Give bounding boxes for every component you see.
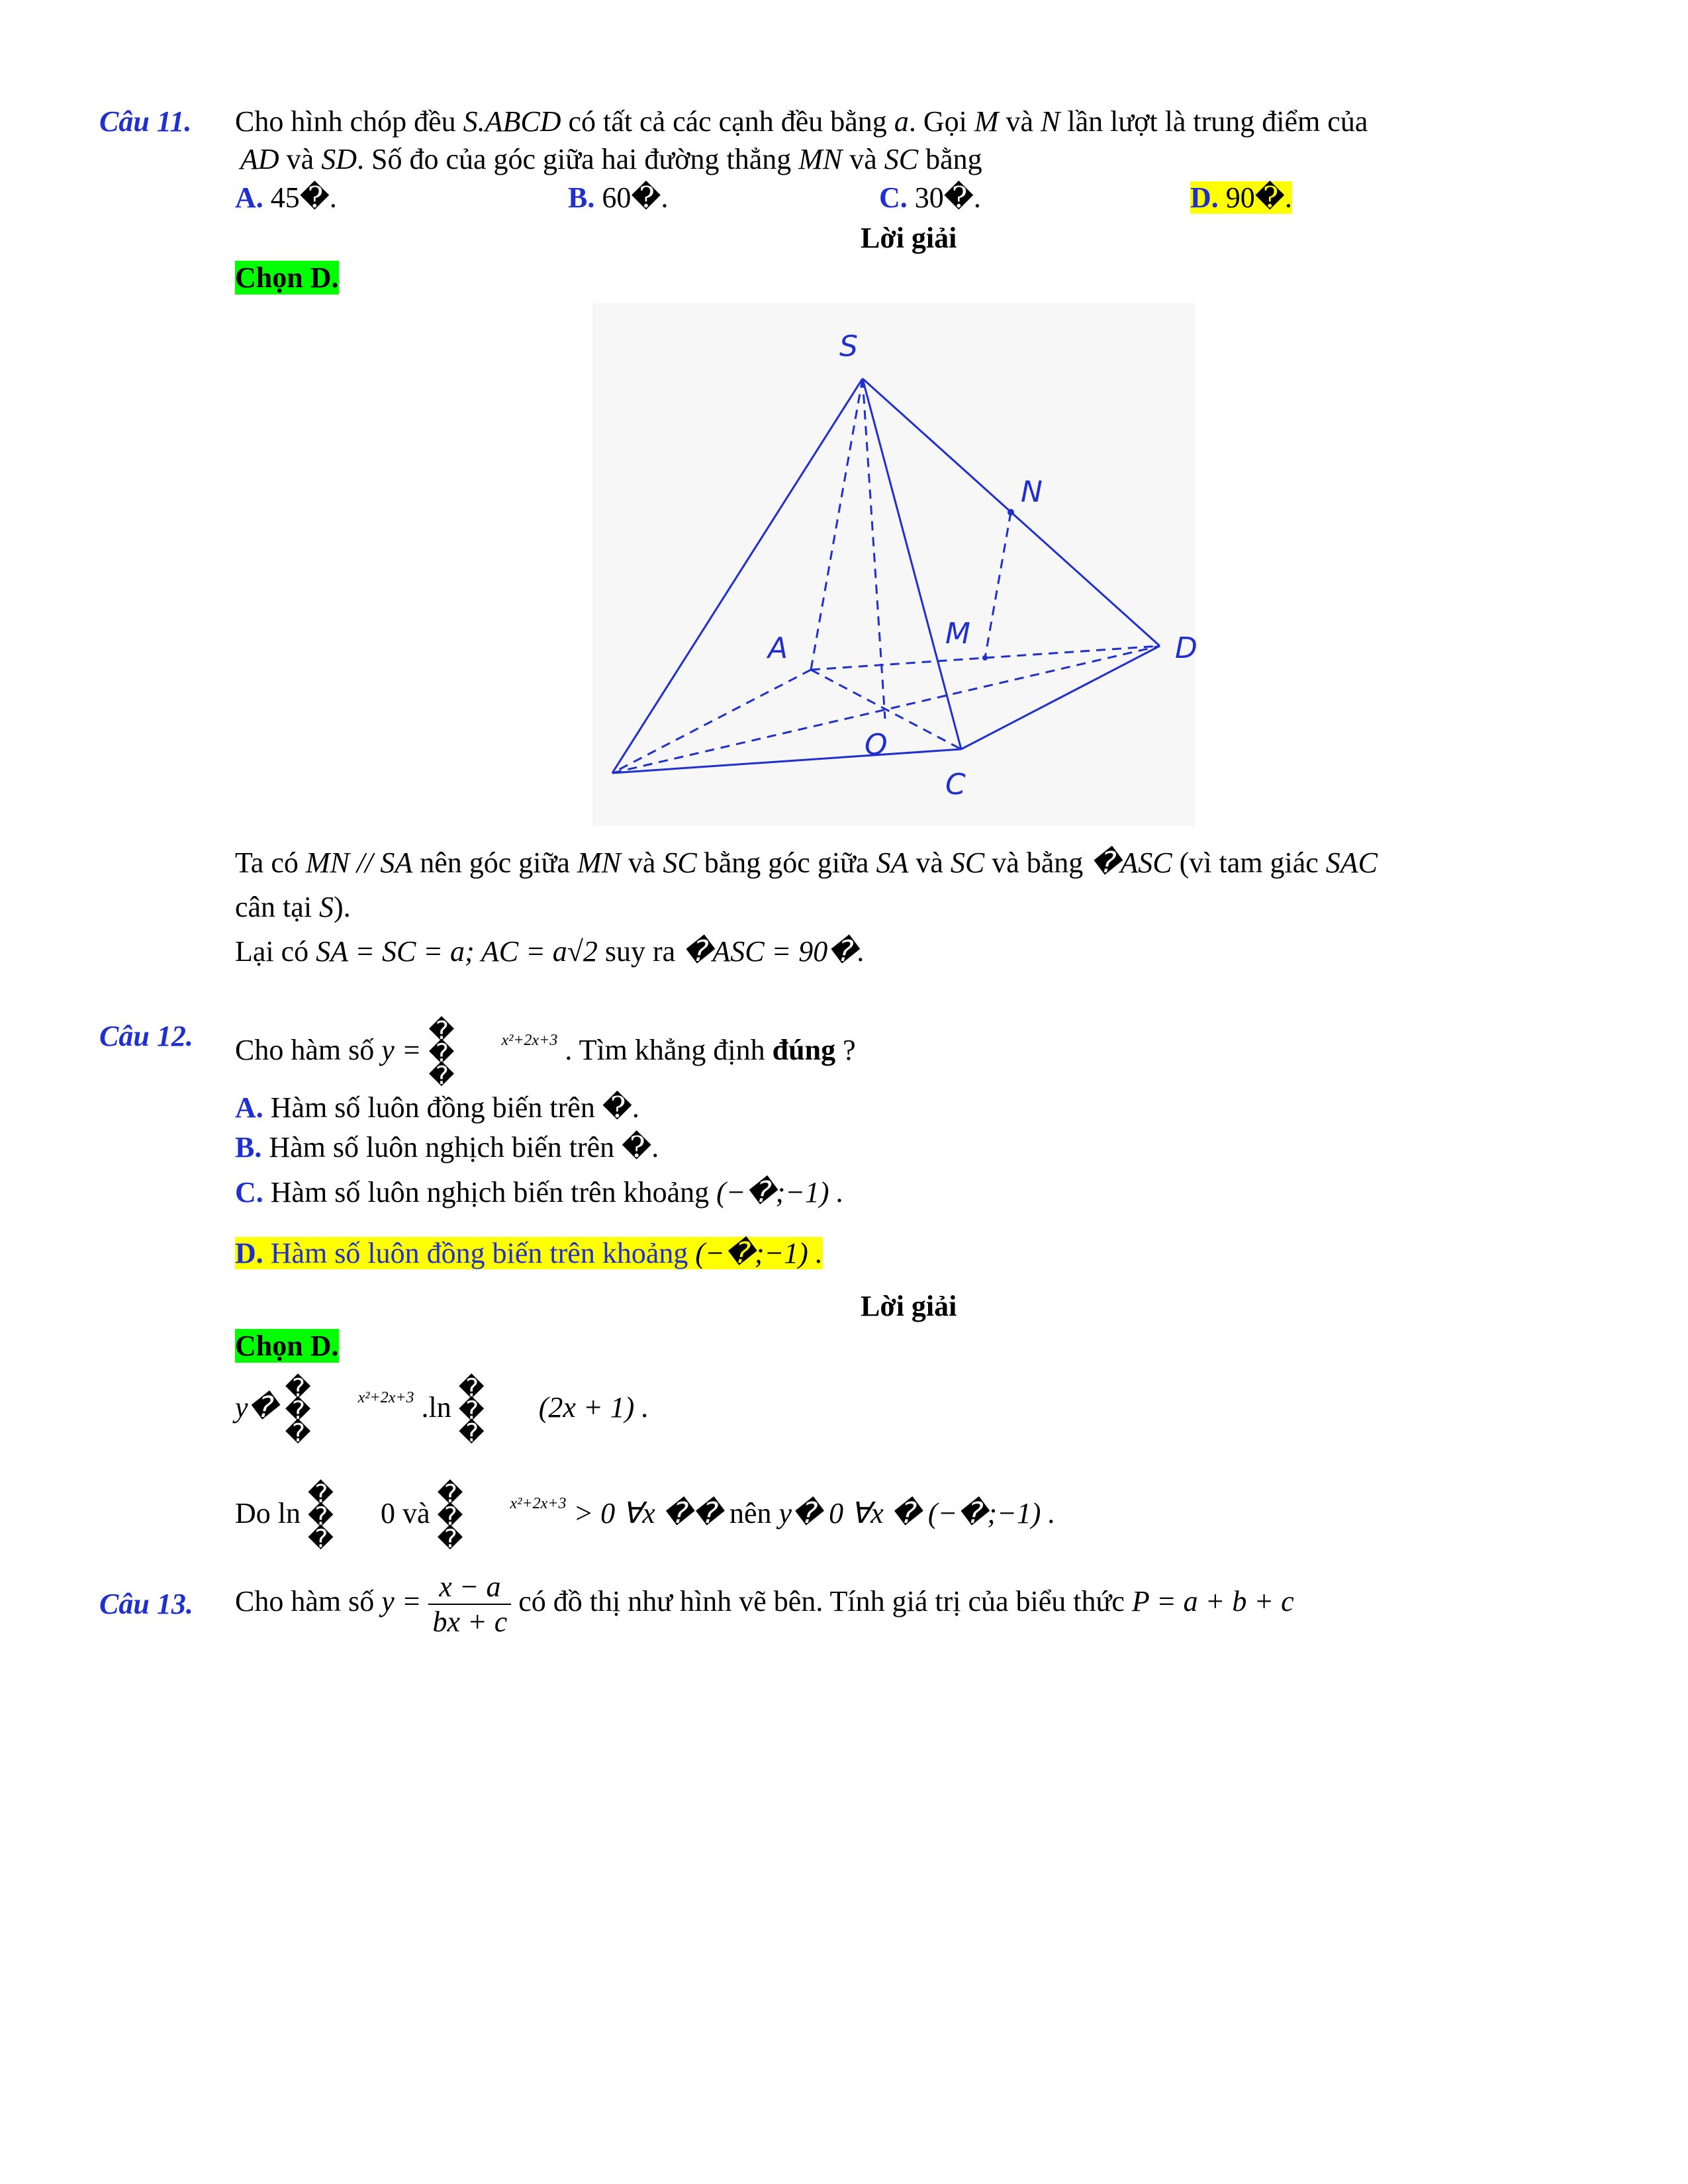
text: lần lượt là trung điểm của [1060,105,1368,138]
label-c: C [945,768,966,801]
math-sc: SC [663,846,697,879]
option-text: Hàm số luôn đồng biến trên khoảng [263,1237,696,1269]
choice-badge: Chọn D. [235,261,339,294]
question-12-label: Câu 12. [99,1020,193,1052]
text: và [279,143,322,175]
solution-line-2 [235,890,351,924]
label-o: O [865,728,888,762]
option-text: 60�. [594,181,669,214]
q12-option-b[interactable] [235,1130,659,1164]
broken-fraction-glyph: � � � [308,1479,334,1553]
math-angle: �ASC [1090,846,1172,879]
question-13-intro [235,1570,1294,1639]
math-y: y = [381,1585,422,1618]
math-exponent: x²+2x+3 [510,1495,567,1513]
math-s: S [319,891,334,923]
text: Ta có [235,846,306,879]
math-ad: AD [240,143,279,175]
math-ln: .ln [421,1391,451,1424]
option-key: D. [1190,181,1219,214]
text: Lại có [235,935,316,968]
broken-fraction-glyph: � � � [428,1016,455,1090]
label-a: A [768,631,788,665]
text: . Gọi [908,105,974,138]
math-zero: 0 [381,1497,403,1530]
solution-line-1 [235,846,1378,880]
option-text: 30�. [907,181,981,214]
math-ln: ln [277,1497,301,1530]
solution-title: Lời giải [861,222,957,254]
option-text: Hàm số luôn nghịch biến trên khoảng [263,1176,717,1208]
math-expression: P = a + b + c [1131,1585,1294,1618]
option-key: A. [235,1091,263,1124]
text: bằng [918,143,982,175]
text: Do [235,1497,278,1530]
math-yprime: y� [235,1391,278,1424]
option-key: D. [235,1237,263,1269]
q12-derivative [235,1373,649,1447]
text: Cho hàm số [235,1585,382,1618]
q12-option-d[interactable] [235,1236,823,1270]
label-s: S [839,330,858,363]
math-parallel: MN // SA [305,846,413,879]
label-n: N [1021,475,1043,509]
math-sc: SC [884,143,919,175]
choice-badge: Chọn D. [235,1330,339,1362]
math-n: N [1041,105,1060,138]
math-factor: (2x + 1) . [538,1391,649,1424]
text: và [998,105,1041,138]
math-mn: MN [798,143,843,175]
text-bold: đúng [772,1034,836,1067]
option-key: C. [235,1176,263,1208]
math-a: a [894,105,909,138]
math-inequality: > 0 ∀x �� [573,1497,722,1530]
label-m: M [945,617,970,651]
solution-title: Lời giải [861,1290,957,1322]
math-exponent: x²+2x+3 [501,1032,558,1050]
text: ? [835,1034,856,1067]
text: nên góc giữa [412,846,577,879]
pyramid-figure [0,0,1688,834]
text: và [908,846,951,879]
text: (vì tam giác [1172,846,1326,879]
q12-reasoning [235,1479,1056,1553]
math-conclusion: y� 0 ∀x � (−�;−1) . [778,1497,1056,1530]
option-text: Hàm số luôn đồng biến trên �. [263,1091,639,1124]
math-sac: SAC [1325,846,1378,879]
math-equality: SA = SC = a; AC = a√2 [316,935,598,968]
text: có đồ thị như hình vẽ bên. Tính giá trị của biểu thức [518,1585,1132,1618]
math-fraction [428,1570,511,1639]
point-m [982,655,988,660]
math-sa: SA [876,846,909,879]
fraction-numerator: x − a [428,1570,511,1605]
option-key: A. [235,181,263,214]
math-y: y = [381,1034,422,1067]
text: và [620,846,663,879]
q12-option-c[interactable] [235,1175,844,1209]
text: bằng góc giữa [696,846,876,879]
text: nên [722,1497,779,1530]
question-13-label: Câu 13. [99,1588,193,1620]
option-key: B. [235,1131,262,1163]
point-n [1008,509,1014,516]
broken-fraction-glyph: � � � [285,1373,311,1447]
text: và [842,143,884,175]
option-key: B. [568,181,595,214]
text: . Số đo của góc giữa hai đường thẳng [356,143,799,175]
question-12-intro [235,1016,856,1090]
math-sc: SC [950,846,985,879]
math-m: M [974,105,999,138]
text: và [402,1497,438,1530]
text: cân tại [235,891,320,923]
text: . Tìm khẳng định [565,1034,773,1067]
label-d: D [1175,631,1197,665]
broken-fraction-glyph: � � � [458,1373,485,1447]
text: Cho hàm số [235,1034,382,1067]
text: Cho hình chóp đều [235,105,463,138]
math-mn: MN [577,846,621,879]
option-text: 90�. [1218,181,1292,214]
math-interval: (−�;−1) . [716,1176,844,1208]
math-sd: SD [321,143,357,175]
option-text: Hàm số luôn nghịch biến trên �. [261,1131,659,1163]
text: ). [334,891,351,923]
text: và bằng [984,846,1091,879]
math-interval: (−�;−1) . [695,1237,823,1269]
text: suy ra [597,935,683,968]
math-angle-result: �ASC = 90�. [682,935,865,968]
question-11-label: Câu 11. [99,105,192,138]
q12-option-a[interactable] [235,1091,639,1124]
broken-fraction-glyph: � � � [437,1479,463,1553]
option-key: C. [879,181,908,214]
text: có tất cả các cạnh đều bằng [561,105,894,138]
figure-background [592,303,1195,826]
option-text: 45�. [263,181,337,214]
math-exponent: x²+2x+3 [357,1389,414,1407]
solution-line-3 [235,934,865,968]
math-pyramid: S.ABCD [463,105,561,138]
fraction-denominator: bx + c [432,1606,508,1638]
